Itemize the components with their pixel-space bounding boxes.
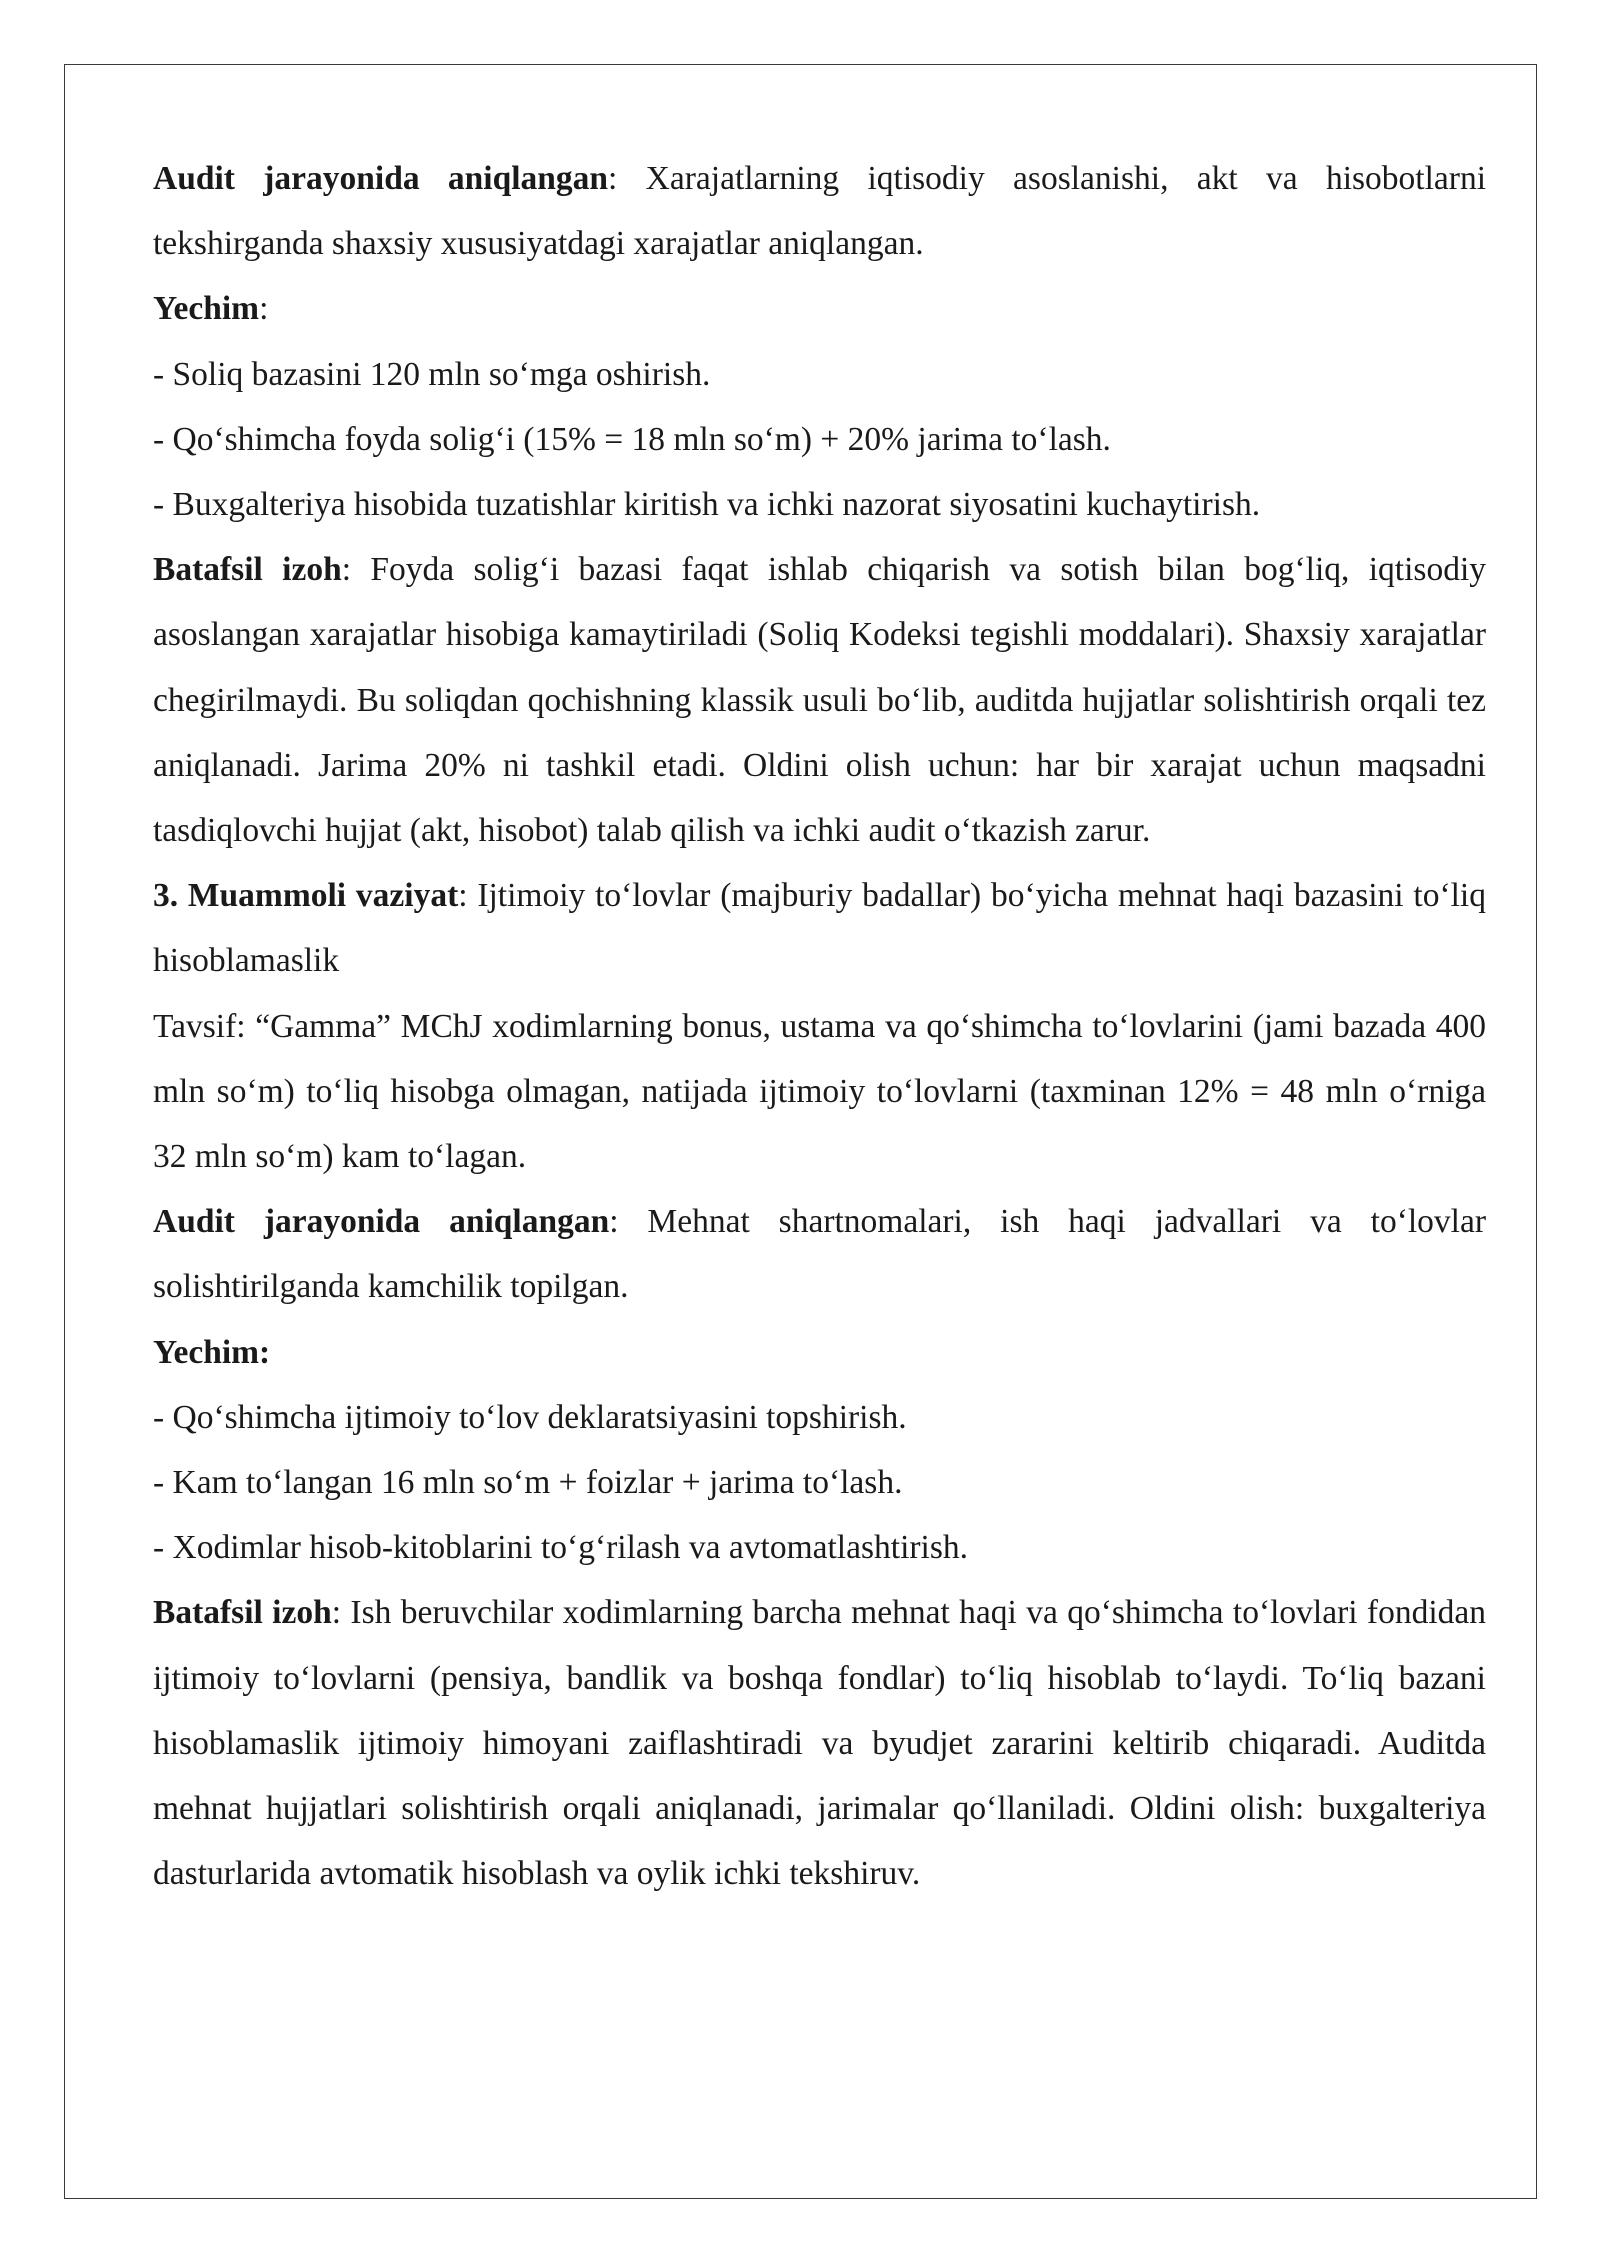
- solution-colon: :: [259, 290, 269, 328]
- solution-item: - Xodimlar hisob-kitoblarini to‘g‘rilash va avtomatlashtirish.: [153, 1529, 969, 1567]
- problem-situation-paragraph-3: [153, 863, 1486, 993]
- solution-item: - Qo‘shimcha foyda solig‘i (15% = 18 mln so‘m) + 20% jarima to‘lash.: [153, 420, 1111, 458]
- solution-item: - Kam to‘langan 16 mln so‘m + foizlar + jarima to‘lash.: [153, 1464, 903, 1502]
- detailed-explanation-text: : Ish beruvchilar xodimlarning barcha mehnat haqi va qo‘shimcha to‘lovlari fondidan ijtimoiy to‘lovlarni (pensiya, bandlik va boshqa fondlar) to‘liq hisoblab to‘laydi. To‘liq bazani hisoblamaslik ijtimoiy himoyani zaiflashtiradi va byudjet zararini keltirib chiqaradi. Auditda mehnat hujjatlari solishtirish orqali aniqlanadi, jarimalar qo‘llaniladi. Oldini olish: buxgalteriya dasturlarida avtomatik hisoblash va oylik ichki tekshiruv.: [153, 1594, 1486, 1893]
- detailed-explanation-label: Batafsil izoh: [153, 551, 342, 589]
- solution-item: - Soliq bazasini 120 mln so‘mga oshirish.: [153, 355, 711, 393]
- audit-finding-text: : Xarajatlarning iqtisodiy asoslanishi, akt va hisobotlarni tekshirganda shaxsiy xususiyatdagi xarajatlar aniqlangan.: [153, 160, 1486, 263]
- detailed-explanation-label: Batafsil izoh: [153, 1594, 332, 1632]
- solution-label: Yechim: [153, 290, 260, 328]
- problem-situation-label: 3. Muammoli vaziyat: [153, 877, 459, 915]
- description-paragraph-3: Tavsif: “Gamma” MChJ xodimlarning bonus, ustama va qo‘shimcha to‘lovlarini (jami bazada 400 mln so‘m) to‘liq hisobga olmagan, natijada ijtimoiy to‘lovlarni (taxminan 12% = 48 mln o‘rniga 32 mln so‘m) kam to‘lagan.: [153, 1007, 1486, 1176]
- solution-item: - Buxgalteriya hisobida tuzatishlar kiritish va ichki nazorat siyosatini kuchaytirish.: [153, 486, 1261, 524]
- solution-item: - Qo‘shimcha ijtimoiy to‘lov deklaratsiyasini topshirish.: [153, 1398, 907, 1436]
- audit-finding-paragraph-3: [153, 1189, 1486, 1319]
- audit-finding-label: Audit jarayonida aniqlangan: [153, 1203, 610, 1241]
- detailed-explanation-paragraph-3: [153, 1580, 1486, 1906]
- problem-situation-text: : Ijtimoiy to‘lovlar (majburiy badallar) bo‘yicha mehnat haqi bazasini to‘liq hisoblamaslik: [153, 877, 1486, 980]
- solution-heading-1: [153, 276, 1486, 341]
- solution-label: Yechim:: [153, 1333, 271, 1371]
- audit-finding-paragraph-1: [153, 146, 1486, 276]
- solution-heading-3: [153, 1320, 1486, 1385]
- audit-finding-label: Audit jarayonida aniqlangan: [153, 160, 609, 197]
- document-body: [153, 146, 1486, 1906]
- audit-finding-text: : Mehnat shartnomalari, ish haqi jadvallari va to‘lovlar solishtirilganda kamchilik topilgan.: [153, 1203, 1486, 1306]
- detailed-explanation-text: : Foyda solig‘i bazasi faqat ishlab chiqarish va sotish bilan bog‘liq, iqtisodiy asoslangan xarajatlar hisobiga kamaytiriladi (Soliq Kodeksi tegishli moddalari). Shaxsiy xarajatlar chegirilmaydi. Bu soliqdan qochishning klassik usuli bo‘lib, auditda hujjatlar solishtirish orqali tez aniqlanadi. Jarima 20% ni tashkil etadi. Oldini olish uchun: har bir xarajat uchun maqsadni tasdiqlovchi hujjat (akt, hisobot) talab qilish va ichki audit o‘tkazish zarur.: [153, 551, 1487, 850]
- detailed-explanation-paragraph-1: [153, 537, 1486, 863]
